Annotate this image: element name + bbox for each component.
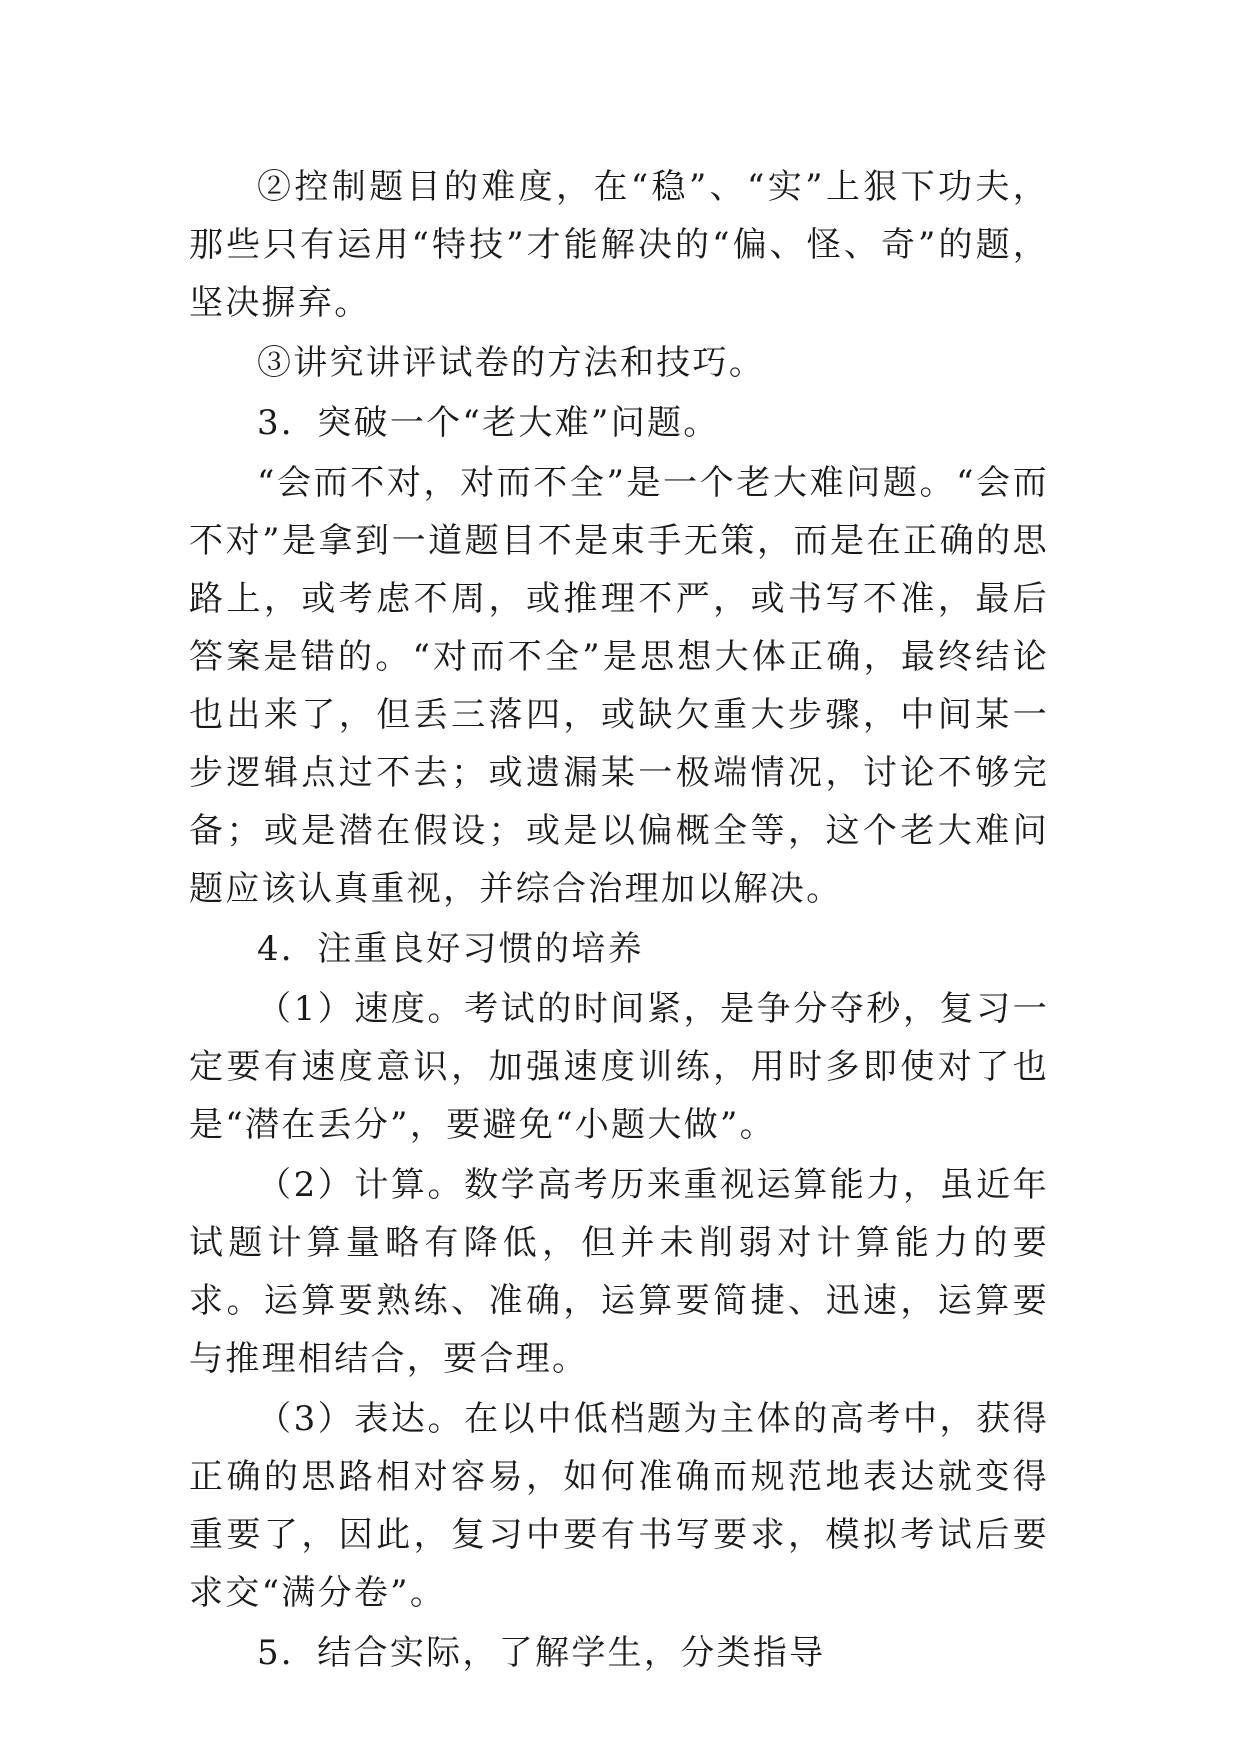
document-page [189,158,1049,1682]
heading-section-3: 3．突破一个“老大难”问题。 [257,403,720,443]
paragraph-calculation: （2）计算。数学高考历来重视运算能力，虽近年试题计算量略有降低，但并未削弱对计算能力的要求。运算要熟练、准确，运算要简捷、迅速，运算要与推理相结合，要合理。 [189,1165,1049,1379]
paragraph-difficulty-control: ②控制题目的难度，在“稳”、“实”上狠下功夫，那些只有运用“特技”才能解决的“偏、怪、奇”的题，坚决摒弃。 [189,167,1049,323]
paragraph-exam-review: ③讲究讲评试卷的方法和技巧。 [257,343,766,383]
paragraph-expression: （3）表达。在以中低档题为主体的高考中，获得正确的思路相对容易，如何准确而规范地表达就变得重要了，因此，复习中要有书写要求，模拟考试后要求交“满分卷”。 [189,1399,1049,1613]
heading-section-4: 4．注重良好习惯的培养 [257,929,644,969]
heading-section-5: 5．结合实际，了解学生，分类指导 [257,1633,826,1673]
paragraph-old-problem: “会而不对，对而不全”是一个老大难问题。“会而不对”是拿到一道题目不是束手无策，而是在正确的思路上，或考虑不周，或推理不严，或书写不准，最后答案是错的。“对而不全”是思想大体正确，最终结论也出来了，但丢三落四，或缺欠重大步骤，中间某一步逻辑点过不去；或遗漏某一极端情况，讨论不够完备；或是潜在假设；或是以偏概全等，这个老大难问题应该认真重视，并综合治理加以解决。 [189,463,1049,909]
paragraph-speed: （1）速度。考试的时间紧，是争分夺秒，复习一定要有速度意识，加强速度训练，用时多即使对了也是“潜在丢分”，要避免“小题大做”。 [189,989,1049,1145]
